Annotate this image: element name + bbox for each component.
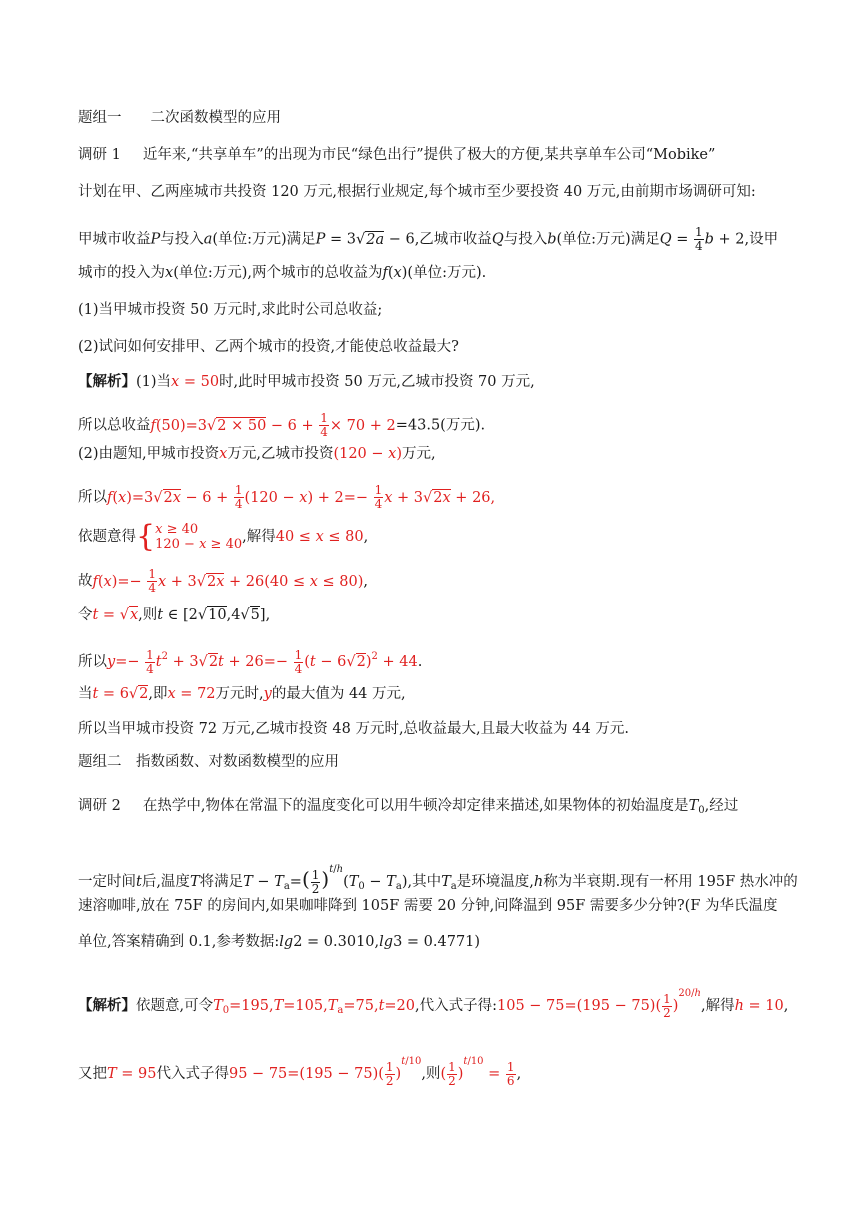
problem1-question2: (2)试问如何安排甲、乙两个城市的投资,才能使总收益最大? xyxy=(78,339,459,355)
problem1-line2: 计划在甲、乙两座城市共投资 120 万元,根据行业规定,每个城市至少要投资 40 万元,由前期市场调研可知: xyxy=(78,184,756,200)
solution1-conclusion: 所以当甲城市投资 72 万元,乙城市投资 48 万元时,总收益最大,且最大收益为 44 万元. xyxy=(78,721,629,737)
solution2-line1: 【解析】依题意,可令$T_0=195,T=105,T_a=75,t=20$,代入式子得:105 − 75=(195 − 75)( $\frac{1}{2}$ )$^{20/h}$,解得h = 10, xyxy=(78,988,789,1020)
problem2-label: 调研 2 xyxy=(78,798,121,814)
problem1-question1: (1)当甲城市投资 50 万元时,求此时公司总收益; xyxy=(78,302,383,318)
problem2-line3: 速溶咖啡,放在 75F 的房间内,如果咖啡降到 105F 需要 20 分钟,问降温到 95F 需要多少分钟?(F 为华氏温度 xyxy=(78,898,778,914)
solution1-line2: 所以总收益f(50)=3√2 × 50 − 6 + $\frac{1}{4}$ × 70 + 2=43.5(万元). xyxy=(78,411,486,439)
section-title-2: 题组二 指数函数、对数函数模型的应用 xyxy=(78,754,339,770)
problem1-line3: 甲城市收益P与投入a(单位:万元)满足P = 3√2a − 6,乙城市收益Q与投入b(单位:万元)满足Q = $\frac{1}{4}$ b + 2,设甲 xyxy=(78,225,779,253)
solution1-line8: 所以y=− $\frac{1}{4}$ $t^2 + 3√2t + 26=-$ $\frac{1}{4}$ $(t - 6√2)^2 + 44$. xyxy=(78,647,423,676)
problem2-line2: 一定时间t后,温度T将满足$T - T_a=$( $\frac{1}{2}$ )$^{t/h}(T_0 - T_a)$,其中$T_a$是环境温度,h称为半衰期.现有一杯用 195F 热水冲的 xyxy=(78,864,798,896)
solution1-line6: 故f(x)=− $\frac{1}{4}$ x + 3√2x + 26(40 ≤ x ≤ 80), xyxy=(78,567,368,595)
solution1-line7: 令t = √x,则t ∈ [2√10,4√5], xyxy=(78,607,271,623)
solution2-line2: 又把T = 95代入式子得95 − 75=(195 − 75)( $\frac{1}{2}$ )$^{t/10}$,则( $\frac{1}{2}$ )$^{t/10}$ = $\frac{1}{6}$ , xyxy=(78,1056,522,1088)
solution-tag-2: 【解析】 xyxy=(78,997,136,1014)
problem1-line4: 城市的投入为x(单位:万元),两个城市的总收益为f(x)(单位:万元). xyxy=(78,265,487,281)
solution-tag: 【解析】 xyxy=(78,373,136,390)
section-title-1: 题组一 二次函数模型的应用 xyxy=(78,110,281,126)
solution1-line3: (2)由题知,甲城市投资x万元,乙城市投资(120 − x)万元, xyxy=(78,446,436,462)
problem2-line1: 调研 2 在热学中,物体在常温下的温度变化可以用牛顿冷却定律来描述,如果物体的初始温度是$T_0$,经过 xyxy=(78,798,739,816)
solution1-line5: 依题意得{x ≥ 40 120 − x ≥ 40,解得40 ≤ x ≤ 80, xyxy=(78,519,369,554)
problem1-line1: 调研 1 近年来,“共享单车”的出现为市民“绿色出行”提供了极大的方便,某共享单车公司“Mobike” xyxy=(78,147,716,163)
problem1-label: 调研 1 xyxy=(78,147,121,163)
solution1-line4: 所以f(x)=3√2x − 6 + $\frac{1}{4}$ (120 − x) + 2=− $\frac{1}{4}$ x + 3√2x + 26, xyxy=(78,483,496,511)
solution1-line1: 【解析】(1)当x = 50时,此时甲城市投资 50 万元,乙城市投资 70 万元, xyxy=(78,373,535,390)
problem2-line4: 单位,答案精确到 0.1,参考数据:lg2 = 0.3010,lg3 = 0.4771) xyxy=(78,934,481,950)
solution1-line9: 当t = 6√2,即x = 72万元时,y的最大值为 44 万元, xyxy=(78,686,406,702)
